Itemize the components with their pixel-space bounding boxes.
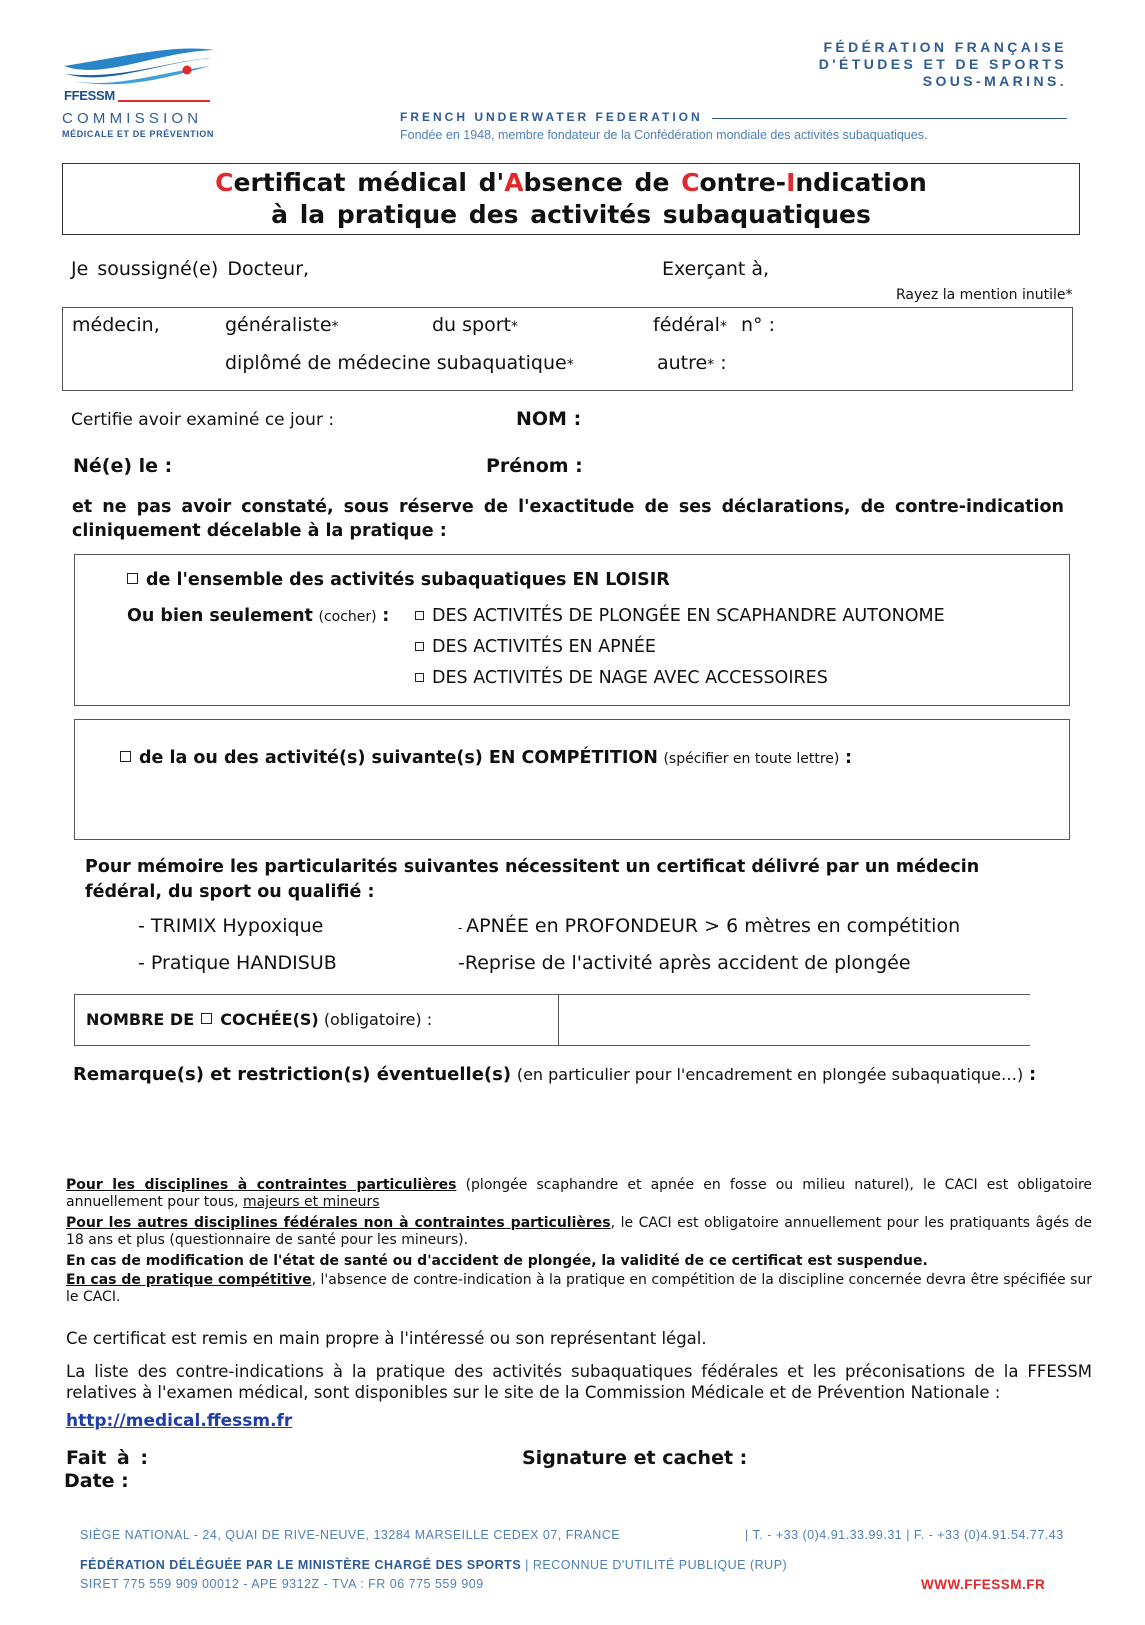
title-line2: à la pratique des activités subaquatiques bbox=[271, 200, 871, 229]
checkbox-icon[interactable] bbox=[127, 573, 138, 584]
nombre-label: NOMBRE DE COCHÉE(S) (obligatoire) : bbox=[86, 1010, 433, 1029]
footer-deleguee: FÉDÉRATION DÉLÉGUÉE PAR LE MINISTÈRE CHARGÉ DES SPORTS | RECONNUE D'UTILITÉ PUBLIQUE (RUP) bbox=[80, 1558, 788, 1572]
checkbox-icon[interactable] bbox=[415, 673, 424, 682]
title-box bbox=[62, 163, 1080, 235]
federal-option[interactable]: fédéral* bbox=[653, 314, 727, 336]
logo-text: FFESSM bbox=[64, 88, 115, 103]
statement-text: et ne pas avoir constaté, sous réserve de l'exactitude de ses déclarations, de contre-indication cliniquement décelable à la pratique : bbox=[72, 497, 1064, 541]
memoire-item: - TRIMIX Hypoxique bbox=[138, 915, 324, 937]
ne-le-label: Né(e) le : bbox=[73, 455, 173, 477]
footer-phone: | T. - +33 (0)4.91.33.99.31 | F. - +33 (0)4.91.54.77.43 bbox=[745, 1528, 1064, 1542]
checkbox-icon[interactable] bbox=[120, 751, 131, 762]
checkbox-icon[interactable] bbox=[415, 611, 424, 620]
loisir-option-apnee[interactable]: DES ACTIVITÉS EN APNÉE bbox=[415, 637, 656, 657]
title-line1: Certificat médical d'Absence de Contre-Indication bbox=[215, 168, 927, 197]
fait-label: Fait à : bbox=[66, 1447, 148, 1469]
diplome-option[interactable]: diplômé de médecine subaquatique* bbox=[225, 352, 574, 374]
prenom-label: Prénom : bbox=[486, 455, 583, 477]
loisir-box bbox=[74, 554, 1070, 706]
note-autres: Pour les autres disciplines fédérales non à contraintes particulières, le CACI est obligatoire annuellement pour les pratiquants âgés de 18 ans et plus (questionnaire de santé pour les mineurs). bbox=[66, 1215, 1093, 1248]
note-modification: En cas de modification de l'état de santé ou d'accident de plongée, la validité de ce certificat est suspendue. bbox=[66, 1253, 928, 1269]
founded-text: Fondée en 1948, membre fondateur de la Confédération mondiale des activités subaquatiques. bbox=[400, 128, 928, 142]
memoire-text: Pour mémoire les particularités suivantes nécessitent un certificat délivré par un médecin fédéral, du sport ou qualifié : bbox=[85, 857, 980, 902]
footer-siege: SIÈGE NATIONAL - 24, QUAI DE RIVE-NEUVE, 13284 MARSEILLE CEDEX 07, FRANCE bbox=[80, 1528, 621, 1542]
autre-option[interactable]: autre* : bbox=[657, 352, 727, 374]
competition-option[interactable]: de la ou des activité(s) suivante(s) EN COMPÉTITION (spécifier en toute lettre) : bbox=[120, 748, 852, 768]
dash-icon: - bbox=[138, 952, 151, 974]
logo-red-line bbox=[118, 100, 210, 102]
medecin-label: médecin, bbox=[72, 314, 160, 336]
dash-icon: - bbox=[458, 952, 465, 974]
du-sport-option[interactable]: du sport* bbox=[432, 314, 518, 336]
signature-label: Signature et cachet : bbox=[522, 1447, 748, 1469]
medical-link[interactable]: http://medical.ffessm.fr bbox=[66, 1411, 293, 1431]
ou-bien-label: Ou bien seulement (cocher) : bbox=[127, 606, 390, 626]
date-label: Date : bbox=[64, 1470, 129, 1492]
loisir-option-scaphandre[interactable]: DES ACTIVITÉS DE PLONGÉE EN SCAPHANDRE AUTONOME bbox=[415, 606, 945, 626]
memoire-item: - APNÉE en PROFONDEUR > 6 mètres en compétition bbox=[458, 915, 961, 937]
nom-label: NOM : bbox=[516, 408, 582, 430]
federation-name: FÉDÉRATION FRANÇAISE D'ÉTUDES ET DE SPORTS SOUS-MARINS. bbox=[818, 39, 1067, 89]
english-name: FRENCH UNDERWATER FEDERATION bbox=[400, 110, 703, 124]
certifie-label: Certifie avoir examiné ce jour : bbox=[71, 410, 335, 430]
loisir-ensemble[interactable]: de l'ensemble des activités subaquatiques EN LOISIR bbox=[127, 570, 670, 590]
soussigne-label: Je soussigné(e) Docteur, bbox=[71, 258, 310, 280]
footer-web[interactable]: WWW.FFESSM.FR bbox=[921, 1577, 1046, 1592]
exercant-label: Exerçant à, bbox=[662, 258, 770, 280]
ffessm-logo bbox=[62, 40, 222, 140]
header-rule bbox=[712, 118, 1067, 119]
commission-sub: MÉDICALE ET DE PRÉVENTION bbox=[62, 129, 215, 139]
competition-box bbox=[74, 719, 1070, 840]
note-competitive: En cas de pratique compétitive, l'absence de contre-indication à la pratique en compétition de la discipline concernée devra être spécifiée sur le CACI. bbox=[66, 1272, 1092, 1305]
commission-label: COMMISSION bbox=[62, 110, 203, 127]
memoire-item: -Reprise de l'activité après accident de plongée bbox=[458, 952, 911, 974]
doctor-type-box bbox=[62, 307, 1073, 391]
nombre-table bbox=[74, 994, 1030, 1046]
checkbox-icon[interactable] bbox=[415, 642, 424, 651]
numero-label: n° : bbox=[741, 314, 775, 336]
note-contraintes: Pour les disciplines à contraintes particulières (plongée scaphandre et apnée en fosse ou milieu naturel), le CACI est obligatoire annuellement pour tous, majeurs et mineurs bbox=[66, 1177, 1093, 1210]
dash-icon: - bbox=[138, 915, 151, 937]
nombre-value-cell[interactable] bbox=[560, 995, 1030, 1045]
memoire-item: - Pratique HANDISUB bbox=[138, 952, 337, 974]
remarques-label: Remarque(s) et restriction(s) éventuelle(s) (en particulier pour l'encadrement en plongée subaquatique…) : bbox=[73, 1064, 1037, 1085]
liste-text: La liste des contre-indications à la pratique des activités subaquatiques fédérales et les préconisations de la FFESSM relatives à l'examen médical, sont disponibles sur le site de la Commission Médicale et de Prévention Nationale : bbox=[66, 1362, 1092, 1402]
loisir-option-nage[interactable]: DES ACTIVITÉS DE NAGE AVEC ACCESSOIRES bbox=[415, 668, 828, 688]
dash-icon: - bbox=[458, 921, 467, 935]
remis-text: Ce certificat est remis en main propre à l'intéressé ou son représentant légal. bbox=[66, 1329, 707, 1348]
rayez-note: Rayez la mention inutile* bbox=[896, 287, 1073, 303]
footer-siret: SIRET 775 559 909 00012 - APE 9312Z - TVA : FR 06 775 559 909 bbox=[80, 1577, 484, 1591]
generaliste-option[interactable]: généraliste* bbox=[225, 314, 339, 336]
checkbox-icon bbox=[201, 1013, 212, 1024]
